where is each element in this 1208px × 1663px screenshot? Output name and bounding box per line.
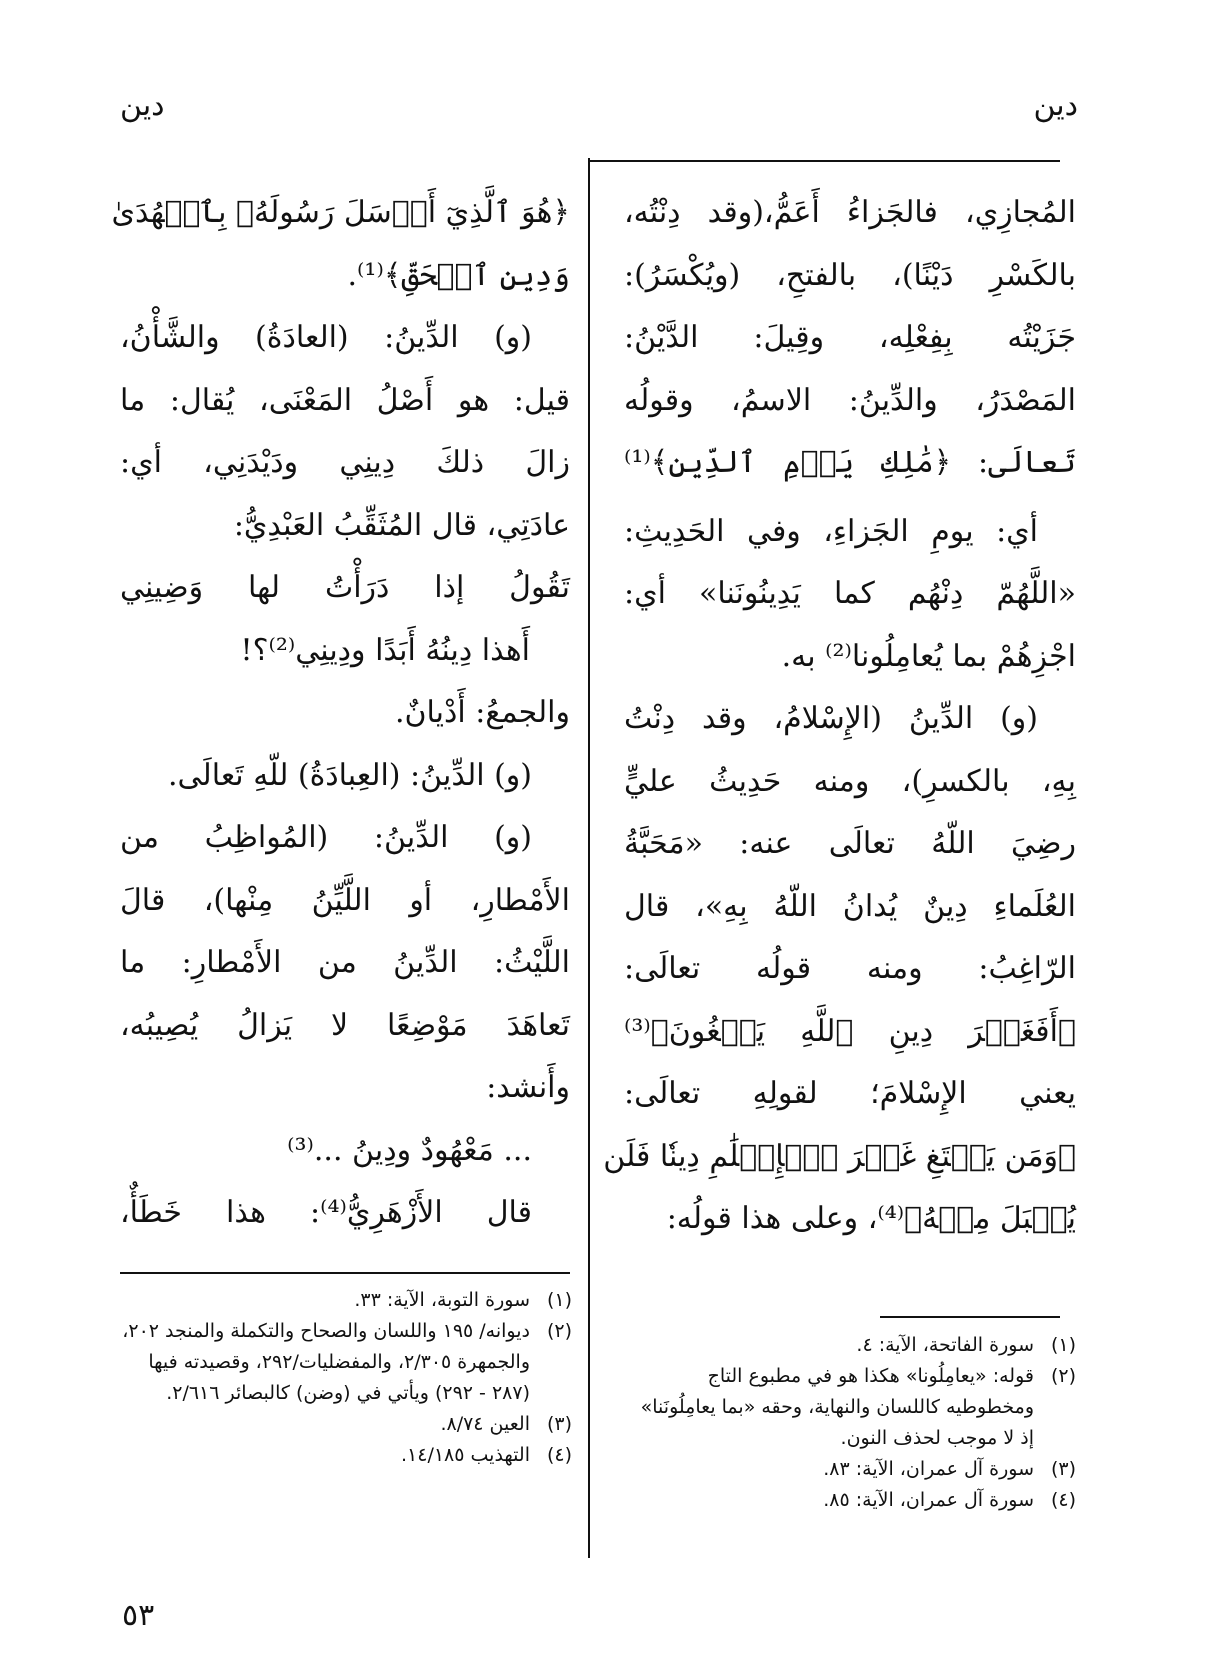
- poetry-hemistich: أَهذا دِينُهُ أَبَدًا ودِينِي⁽²⁾؟!: [240, 632, 530, 668]
- text-line: العُلَماءِ دِينٌ يُدانُ اللّهُ بِهِ»، قال: [624, 888, 1076, 924]
- running-header-right: دين: [1033, 88, 1078, 123]
- entry-line: (و) الدِّينُ (الإِسْلامُ، وقد دِنْتُ: [624, 701, 1038, 736]
- entry-line: (و) الدِّينُ: (العِبادَةُ) للّهِ تَعالَى.: [168, 757, 532, 793]
- hadith-line: «اللَّهُمّ دِنْهُم كما يَدِينُونَنا» أي:: [624, 576, 1076, 611]
- text-line: قال الأَزْهَرِيُّ⁽⁴⁾: هذا خَطَأٌ،: [120, 1195, 533, 1230]
- text-line: وأَنشد:: [486, 1070, 570, 1105]
- text-line: قيل: هو أَصْلُ المَعْنَى، يُقال: ما: [120, 382, 570, 418]
- left-column: [111, 182, 570, 1245]
- footnote-text: سورة التوبة، الآية: ٣٣.: [354, 1289, 530, 1311]
- footnote-separator: [880, 1316, 1060, 1318]
- footnote-number: (٢): [546, 1320, 572, 1342]
- footnote: [120, 1440, 572, 1471]
- text-line: الرّاغِبُ: ومنه قولُه تعالَى:: [624, 951, 1076, 986]
- quran-verse-line: ﴿وَمَن يَبۡتَغِ غَيۡرَ ٱلۡإِسۡلَٰمِ دِينٗا فَلَن: [603, 1138, 1076, 1174]
- quran-verse-line: تَعالَى: ﴿مَٰلِكِ يَوۡمِ ٱلدِّينِ﴾⁽¹⁾: [624, 445, 1076, 480]
- text-line: المَصْدَرُ، والدِّينُ: الاسمُ، وقولُه: [624, 382, 1076, 418]
- footnote: [621, 1485, 1076, 1516]
- footnote: [621, 1361, 1076, 1454]
- footnotes-right: [621, 1330, 1076, 1516]
- footnote-text: سورة الفاتحة، الآية: ٤.: [856, 1334, 1034, 1356]
- text-line: المُجازِي، فالجَزاءُ أَعَمُّ،(وقد دِنْتُه،: [624, 195, 1076, 230]
- quran-verse-line: ﴿أَفَغَيۡرَ دِينِ ٱللَّهِ يَبۡغُونَ﴾⁽³⁾: [624, 1013, 1076, 1049]
- text-line: أي: يومِ الجَزاءِ، وفي الحَدِيثِ:: [624, 513, 1038, 549]
- footnote-text: ديوانه/ ١٩٥ واللسان والصحاح والتكملة والمنجد ٢٠٢، والجمهرة ٢/٣٠٥، والمفضليات/٢٩٢، وقصيدته فيها (٢٨٧ - ٢٩٢) ويأتي في (وضن) كالبصائر ٢/٦١٦.: [122, 1320, 530, 1404]
- footnote: [120, 1316, 572, 1409]
- footnotes-left: [120, 1285, 572, 1471]
- text-line: جَزَيْتُه بِفِعْلِه، وقِيلَ: الدَّيْنُ:: [624, 320, 1076, 355]
- footnote-text: قوله: «يعامِلُونا» هكذا هو في مطبوع التاج ومخطوطيه كاللسان والنهاية، وحقه «بما يعامِلُونَنا» إذ لا موجب لحذف النون.: [640, 1365, 1034, 1449]
- text-line: الأَمْطارِ، أو اللَّيِّنُ مِنْها)، قالَ: [120, 882, 570, 918]
- footnote-number: (١): [1050, 1334, 1076, 1356]
- text-line: تَعاهَدَ مَوْضِعًا لا يَزالُ يُصِيبُه،: [120, 1007, 570, 1043]
- footnote-number: (١): [546, 1289, 572, 1311]
- right-column: [603, 182, 1076, 1251]
- footnote-text: العين ٨/٧٤.: [440, 1413, 530, 1435]
- text-line: يعني الإِسْلامَ؛ لقولِهِ تعالَى:: [624, 1076, 1076, 1111]
- footnote-number: (٤): [1050, 1489, 1076, 1511]
- entry-line: (و) الدِّينُ: (المُواظِبُ من: [120, 820, 532, 855]
- footnote: [621, 1454, 1076, 1485]
- footnote: [120, 1285, 572, 1316]
- footnote-number: (٣): [546, 1413, 572, 1435]
- header-rule: [590, 160, 1060, 162]
- quran-verse-line: ﴿هُوَ ٱلَّذِيٓ أَرۡسَلَ رَسُولَهُۥ بِٱلۡهُدَىٰ: [111, 195, 570, 230]
- text-line: بالكَسْرِ دَيْنًا)، بالفتحِ، (ويُكْسَرُ):: [624, 257, 1076, 293]
- text-line: بِهِ، بالكسرِ)، ومنه حَدِيثُ عليٍّ: [624, 763, 1076, 799]
- quran-verse-line: وَدِينِ ٱلۡحَقِّ﴾⁽¹⁾.: [347, 257, 570, 293]
- footnote: [120, 1409, 572, 1440]
- page-number: ٥٣: [122, 1598, 155, 1633]
- text-line: اجْزِهُمْ بما يُعامِلُونا⁽²⁾ به.: [781, 638, 1076, 674]
- text-line: رضِيَ اللّهُ تعالَى عنه: «مَحَبَّةُ: [624, 826, 1076, 861]
- text-line: والجمعُ: أَدْيانٌ.: [394, 695, 570, 730]
- footnote-separator: [120, 1272, 570, 1274]
- footnote: [621, 1330, 1076, 1361]
- entry-line: (و) الدِّينُ: (العادَةُ) والشَّأْنُ،: [120, 320, 532, 355]
- footnote-text: سورة آل عمران، الآية: ٨٥.: [823, 1489, 1034, 1511]
- poetry-fragment: ... مَعْهُودٌ ودِينُ ...⁽³⁾: [287, 1132, 532, 1168]
- running-header-left: دين: [120, 88, 165, 123]
- footnote-number: (٤): [546, 1444, 572, 1466]
- poetry-hemistich: تَقُولُ إذا دَرَأْتُ لها وَضِينِي: [120, 570, 570, 605]
- footnote-text: التهذيب ١٤/١٨٥.: [400, 1444, 530, 1466]
- quran-verse-line: يُقۡبَلَ مِنۡهُ﴾⁽⁴⁾، وعلى هذا قولُه:: [666, 1201, 1076, 1236]
- footnote-text: سورة آل عمران، الآية: ٨٣.: [823, 1458, 1034, 1480]
- footnote-number: (٣): [1050, 1458, 1076, 1480]
- column-divider: [588, 158, 590, 1558]
- text-line: اللَّيْثُ: الدِّينُ من الأَمْطارِ: ما: [120, 945, 570, 980]
- footnote-number: (٢): [1050, 1365, 1076, 1387]
- text-line: زالَ ذلكَ دِينِي ودَيْدَنِي، أي:: [120, 445, 570, 480]
- text-line: عادَتِي، قال المُثَقِّبُ العَبْدِيُّ:: [233, 507, 570, 543]
